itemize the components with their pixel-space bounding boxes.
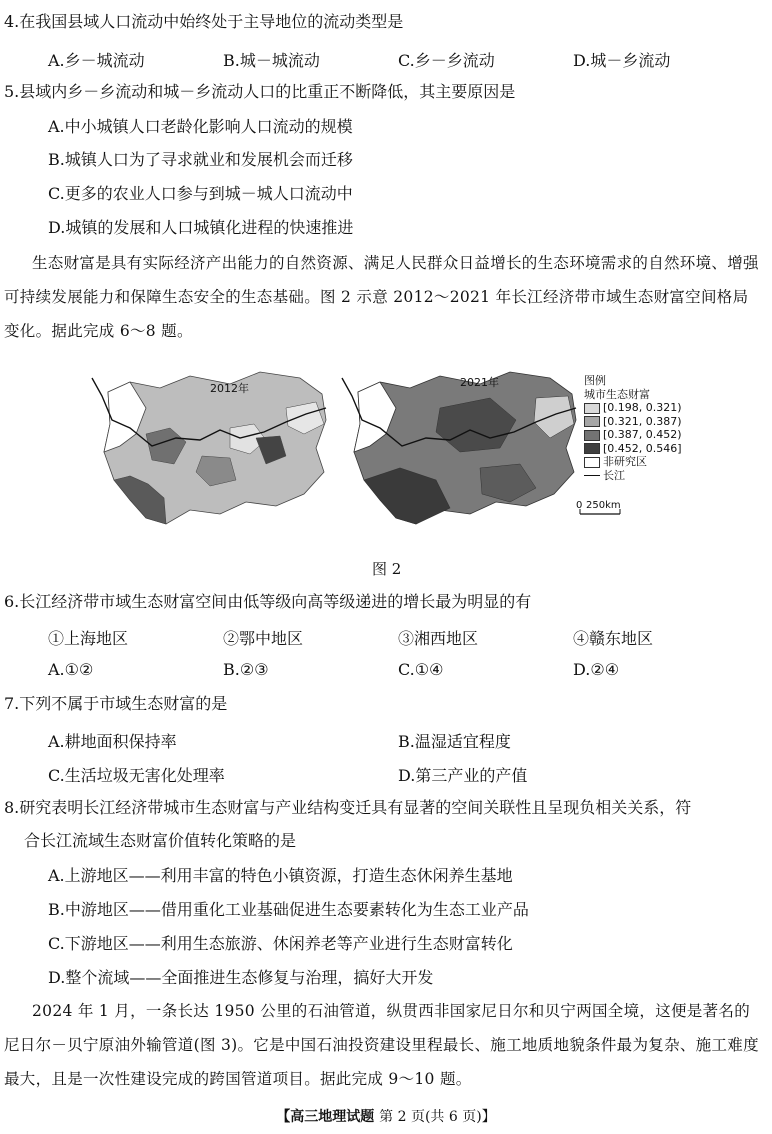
legend-title: 图例 (584, 374, 606, 387)
q6-stem: 6.长江经济带市域生态财富空间由低等级向高等级递进的增长最为明显的有 (4, 592, 532, 611)
q6-items (48, 626, 748, 649)
footer-page: 第 2 页(共 6 页)】 (379, 1109, 496, 1125)
scale-zero: 0 (576, 500, 583, 511)
legend-item-label: [0.452, 0.546] (603, 441, 682, 455)
legend-item (584, 455, 682, 469)
passage-ecological-wealth: 生态财富是具有实际经济产出能力的自然资源、满足人民群众日益增长的生态环境需求的自然环境、增强可持续发展能力和保障生态安全的生态基础。图 2 示意 2012～2021 年长江经济带市域生态财富空间格局变化。据此完成 6～8 题。 (4, 254, 759, 340)
q6-item-1: ①上海地区 (48, 629, 129, 648)
q4-option-c: C.乡－乡流动 (398, 51, 495, 70)
legend-item (584, 428, 682, 442)
legend-item-label: [0.387, 0.452) (603, 428, 682, 441)
legend-river (584, 469, 682, 483)
map-2021 (342, 372, 576, 524)
q5-option-d: D.城镇的发展和人口城镇化进程的快速推进 (48, 218, 354, 237)
legend-item (584, 415, 682, 429)
scale-label: 250km (586, 500, 621, 511)
q5-option-c: C.更多的农业人口参与到城－城人口流动中 (48, 184, 353, 203)
q7-options-row2 (48, 763, 748, 786)
q5-option-a: A.中小城镇人口老龄化影响人口流动的规模 (48, 117, 353, 136)
q8-stem-line1: 8.研究表明长江经济带城市生态财富与产业结构变迁具有显著的空间关联性且呈现负相关关系，符 (4, 798, 692, 817)
q6-item-3: ③湘西地区 (398, 629, 479, 648)
scale-bar (576, 500, 621, 514)
q7-options-row1 (48, 729, 748, 752)
q6-option-d: D.②④ (573, 660, 620, 679)
q8-option-a: A.上游地区——利用丰富的特色小镇资源，打造生态休闲养生基地 (48, 866, 513, 885)
q4-option-a: A.乡－城流动 (48, 51, 145, 70)
legend-item (584, 442, 682, 456)
q8-option-d: D.整个流域——全面推进生态修复与治理，搞好大开发 (48, 968, 434, 987)
q4-options (48, 48, 748, 71)
q7-stem: 7.下列不属于市域生态财富的是 (4, 694, 228, 713)
q5-option-b: B.城镇人口为了寻求就业和发展机会而迁移 (48, 150, 353, 169)
q7-option-b: B.温湿适宜程度 (398, 732, 511, 751)
map-legend (584, 374, 682, 482)
q4-option-b: B.城－城流动 (223, 51, 320, 70)
q8-option-c: C.下游地区——利用生态旅游、休闲养老等产业进行生态财富转化 (48, 934, 513, 953)
map-2012-label: 2012年 (210, 382, 249, 395)
legend-item (584, 401, 682, 415)
page-footer (0, 1106, 772, 1126)
q6-options (48, 660, 748, 679)
q7-option-d: D.第三产业的产值 (398, 766, 528, 785)
map-2021-label: 2021年 (460, 376, 499, 389)
legend-item-label: [0.198, 0.321) (603, 401, 682, 414)
footer-title: 【高三地理试题 (276, 1109, 375, 1125)
q5-stem: 5.县域内乡－乡流动和城－乡流动人口的比重正不断降低，其主要原因是 (4, 82, 516, 101)
legend-item-label: 非研究区 (603, 455, 647, 468)
q4-option-d: D.城－乡流动 (573, 51, 671, 70)
legend-item-label: [0.321, 0.387) (603, 414, 682, 428)
q6-option-a: A.①② (48, 660, 94, 679)
q8-stem-line2: 合长江流域生态财富价值转化策略的是 (24, 831, 297, 850)
q6-item-4: ④赣东地区 (573, 629, 654, 648)
q6-option-c: C.①④ (398, 660, 444, 679)
q4-stem: 4.在我国县域人口流动中始终处于主导地位的流动类型是 (4, 12, 404, 31)
legend-river-label: 长江 (603, 468, 625, 482)
map-2012 (92, 372, 326, 524)
q7-option-c: C.生活垃圾无害化处理率 (48, 766, 225, 785)
q8-option-b: B.中游地区——借用重化工业基础促进生态要素转化为生态工业产品 (48, 900, 529, 919)
q6-option-b: B.②③ (223, 660, 269, 679)
figure-caption: 图 2 (372, 560, 402, 578)
q6-item-2: ②鄂中地区 (223, 629, 304, 648)
legend-subtitle: 城市生态财富 (584, 387, 650, 401)
q7-option-a: A.耕地面积保持率 (48, 732, 177, 751)
passage-pipeline: 2024 年 1 月，一条长达 1950 公里的石油管道，纵贯西非国家尼日尔和贝宁两国全境，这便是著名的尼日尔－贝宁原油外输管道(图 3)。它是中国石油投资建设里程最长、施工地质地貌条件最为复杂、施工难度最大，且是一次性建设完成的跨国管道项目。据此完成 9～10 题。 (4, 1002, 759, 1088)
